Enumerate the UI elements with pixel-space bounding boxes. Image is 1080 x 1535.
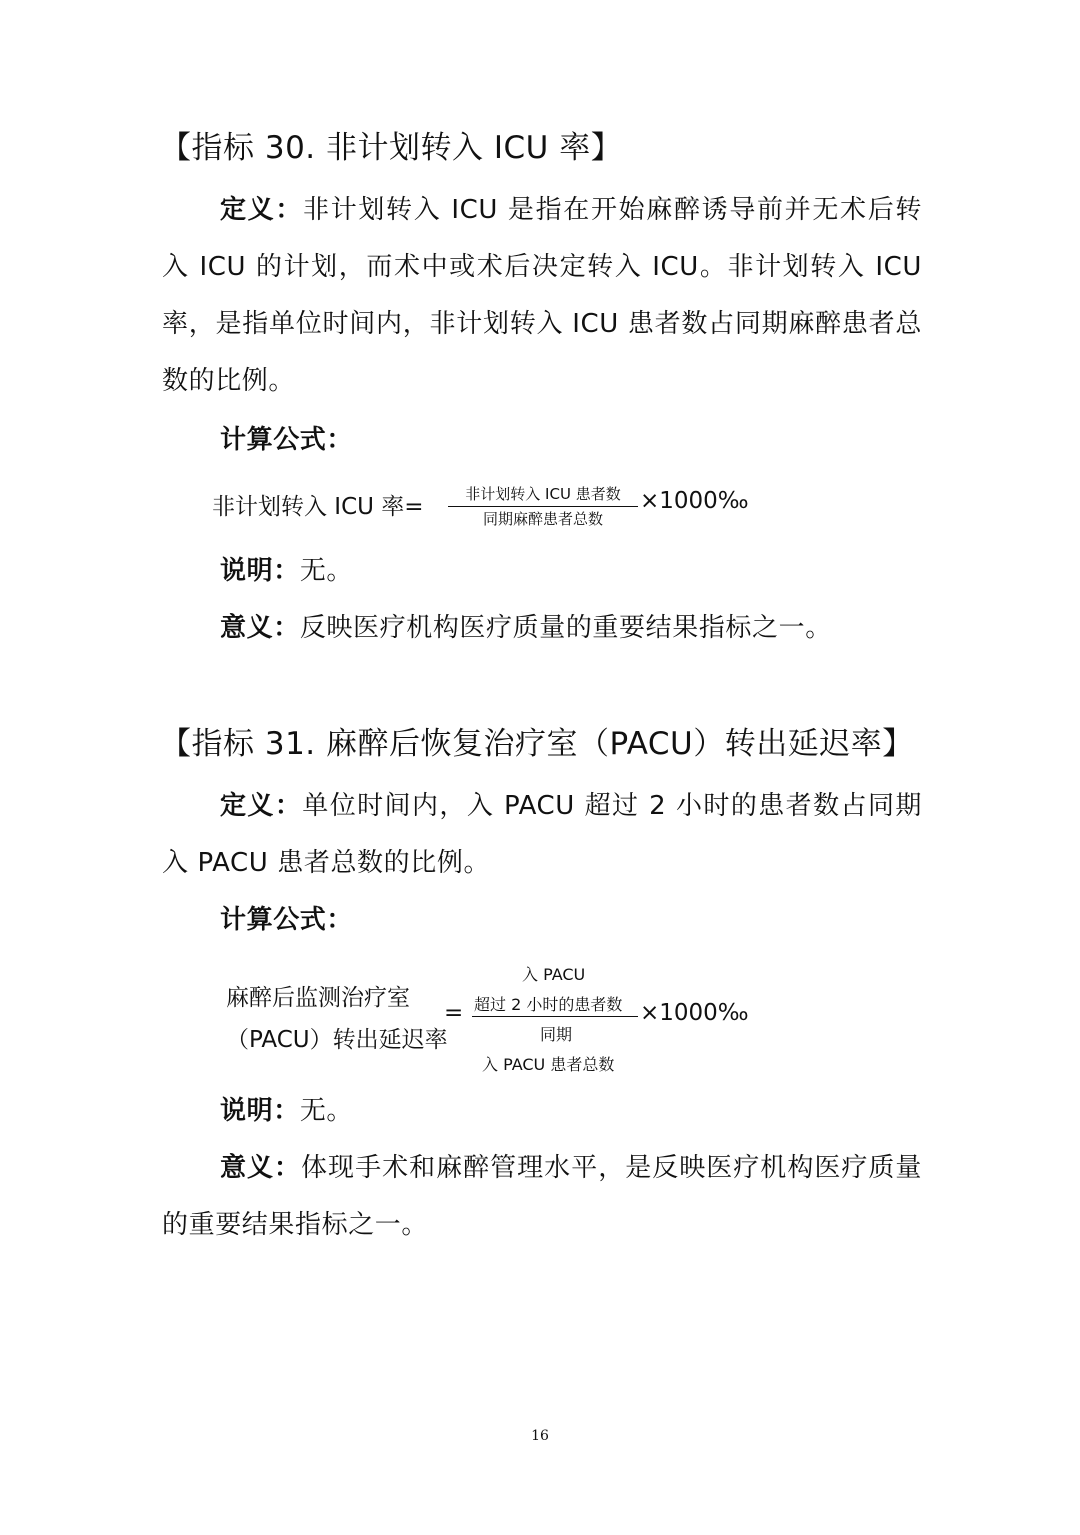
fraction-bar bbox=[448, 506, 638, 507]
indicator-31-formula-label bbox=[220, 900, 353, 940]
page-number: 16 bbox=[531, 1428, 549, 1444]
formula-multiplier: ×1000‰ bbox=[640, 1000, 749, 1026]
formula-lhs-line1: 麻醉后监测治疗室 bbox=[226, 985, 410, 1011]
note-label: 说明： bbox=[220, 1096, 300, 1126]
indicator-30-heading: 【指标 30. 非计划转入 ICU 率】 bbox=[160, 130, 623, 166]
indicator-30-meaning bbox=[220, 608, 832, 648]
formula-denominator-line2: 入 PACU 患者总数 bbox=[482, 1055, 615, 1074]
indicator-30-formula-label bbox=[220, 420, 353, 460]
indicator-31-definition bbox=[162, 778, 922, 892]
formula-label: 计算公式： bbox=[220, 425, 354, 455]
formula-lhs: 非计划转入 ICU 率= bbox=[212, 494, 424, 520]
note-text: 无。 bbox=[299, 1096, 354, 1126]
definition-text: 单位时间内，入 PACU 超过 2 小时的患者数占同期入 PACU 患者总数的比例。 bbox=[162, 791, 922, 878]
formula-denominator: 同期麻醉患者总数 bbox=[482, 510, 603, 528]
indicator-31-note bbox=[220, 1091, 353, 1131]
meaning-text: 体现手术和麻醉管理水平，是反映医疗机构医疗质量的重要结果指标之一。 bbox=[162, 1153, 922, 1240]
indicator-31-meaning bbox=[162, 1140, 922, 1254]
meaning-label: 意义： bbox=[220, 1153, 302, 1183]
definition-label: 定义： bbox=[220, 195, 304, 225]
meaning-text: 反映医疗机构医疗质量的重要结果指标之一。 bbox=[299, 613, 832, 643]
indicator-31-heading: 【指标 31. 麻醉后恢复治疗室（PACU）转出延迟率】 bbox=[160, 726, 914, 762]
definition-text: 非计划转入 ICU 是指在开始麻醉诱导前并无术后转入 ICU 的计划，而术中或术后决定转入 ICU。非计划转入 ICU 率，是指单位时间内，非计划转入 ICU 患者数占同期麻醉患者总数的比例。 bbox=[162, 195, 922, 396]
formula-numerator-line1: 入 PACU bbox=[522, 965, 586, 984]
indicator-30-note bbox=[220, 551, 353, 591]
indicator-30-definition bbox=[162, 182, 922, 410]
formula-numerator: 非计划转入 ICU 患者数 bbox=[465, 485, 621, 503]
formula-fraction bbox=[448, 484, 638, 529]
note-text: 无。 bbox=[299, 556, 354, 586]
note-label: 说明： bbox=[220, 556, 300, 586]
formula-numerator-line2: 超过 2 小时的患者数 bbox=[474, 995, 623, 1014]
fraction-bar bbox=[472, 1016, 638, 1017]
formula-equals: = bbox=[444, 1000, 464, 1026]
formula-label: 计算公式： bbox=[220, 905, 354, 935]
formula-lhs-line2: （PACU）转出延迟率 bbox=[226, 1027, 448, 1053]
formula-multiplier: ×1000‰ bbox=[640, 488, 749, 514]
indicator-31-formula bbox=[226, 958, 786, 1078]
meaning-label: 意义： bbox=[220, 613, 300, 643]
definition-label: 定义： bbox=[220, 791, 303, 821]
formula-denominator-line1: 同期 bbox=[540, 1025, 573, 1044]
